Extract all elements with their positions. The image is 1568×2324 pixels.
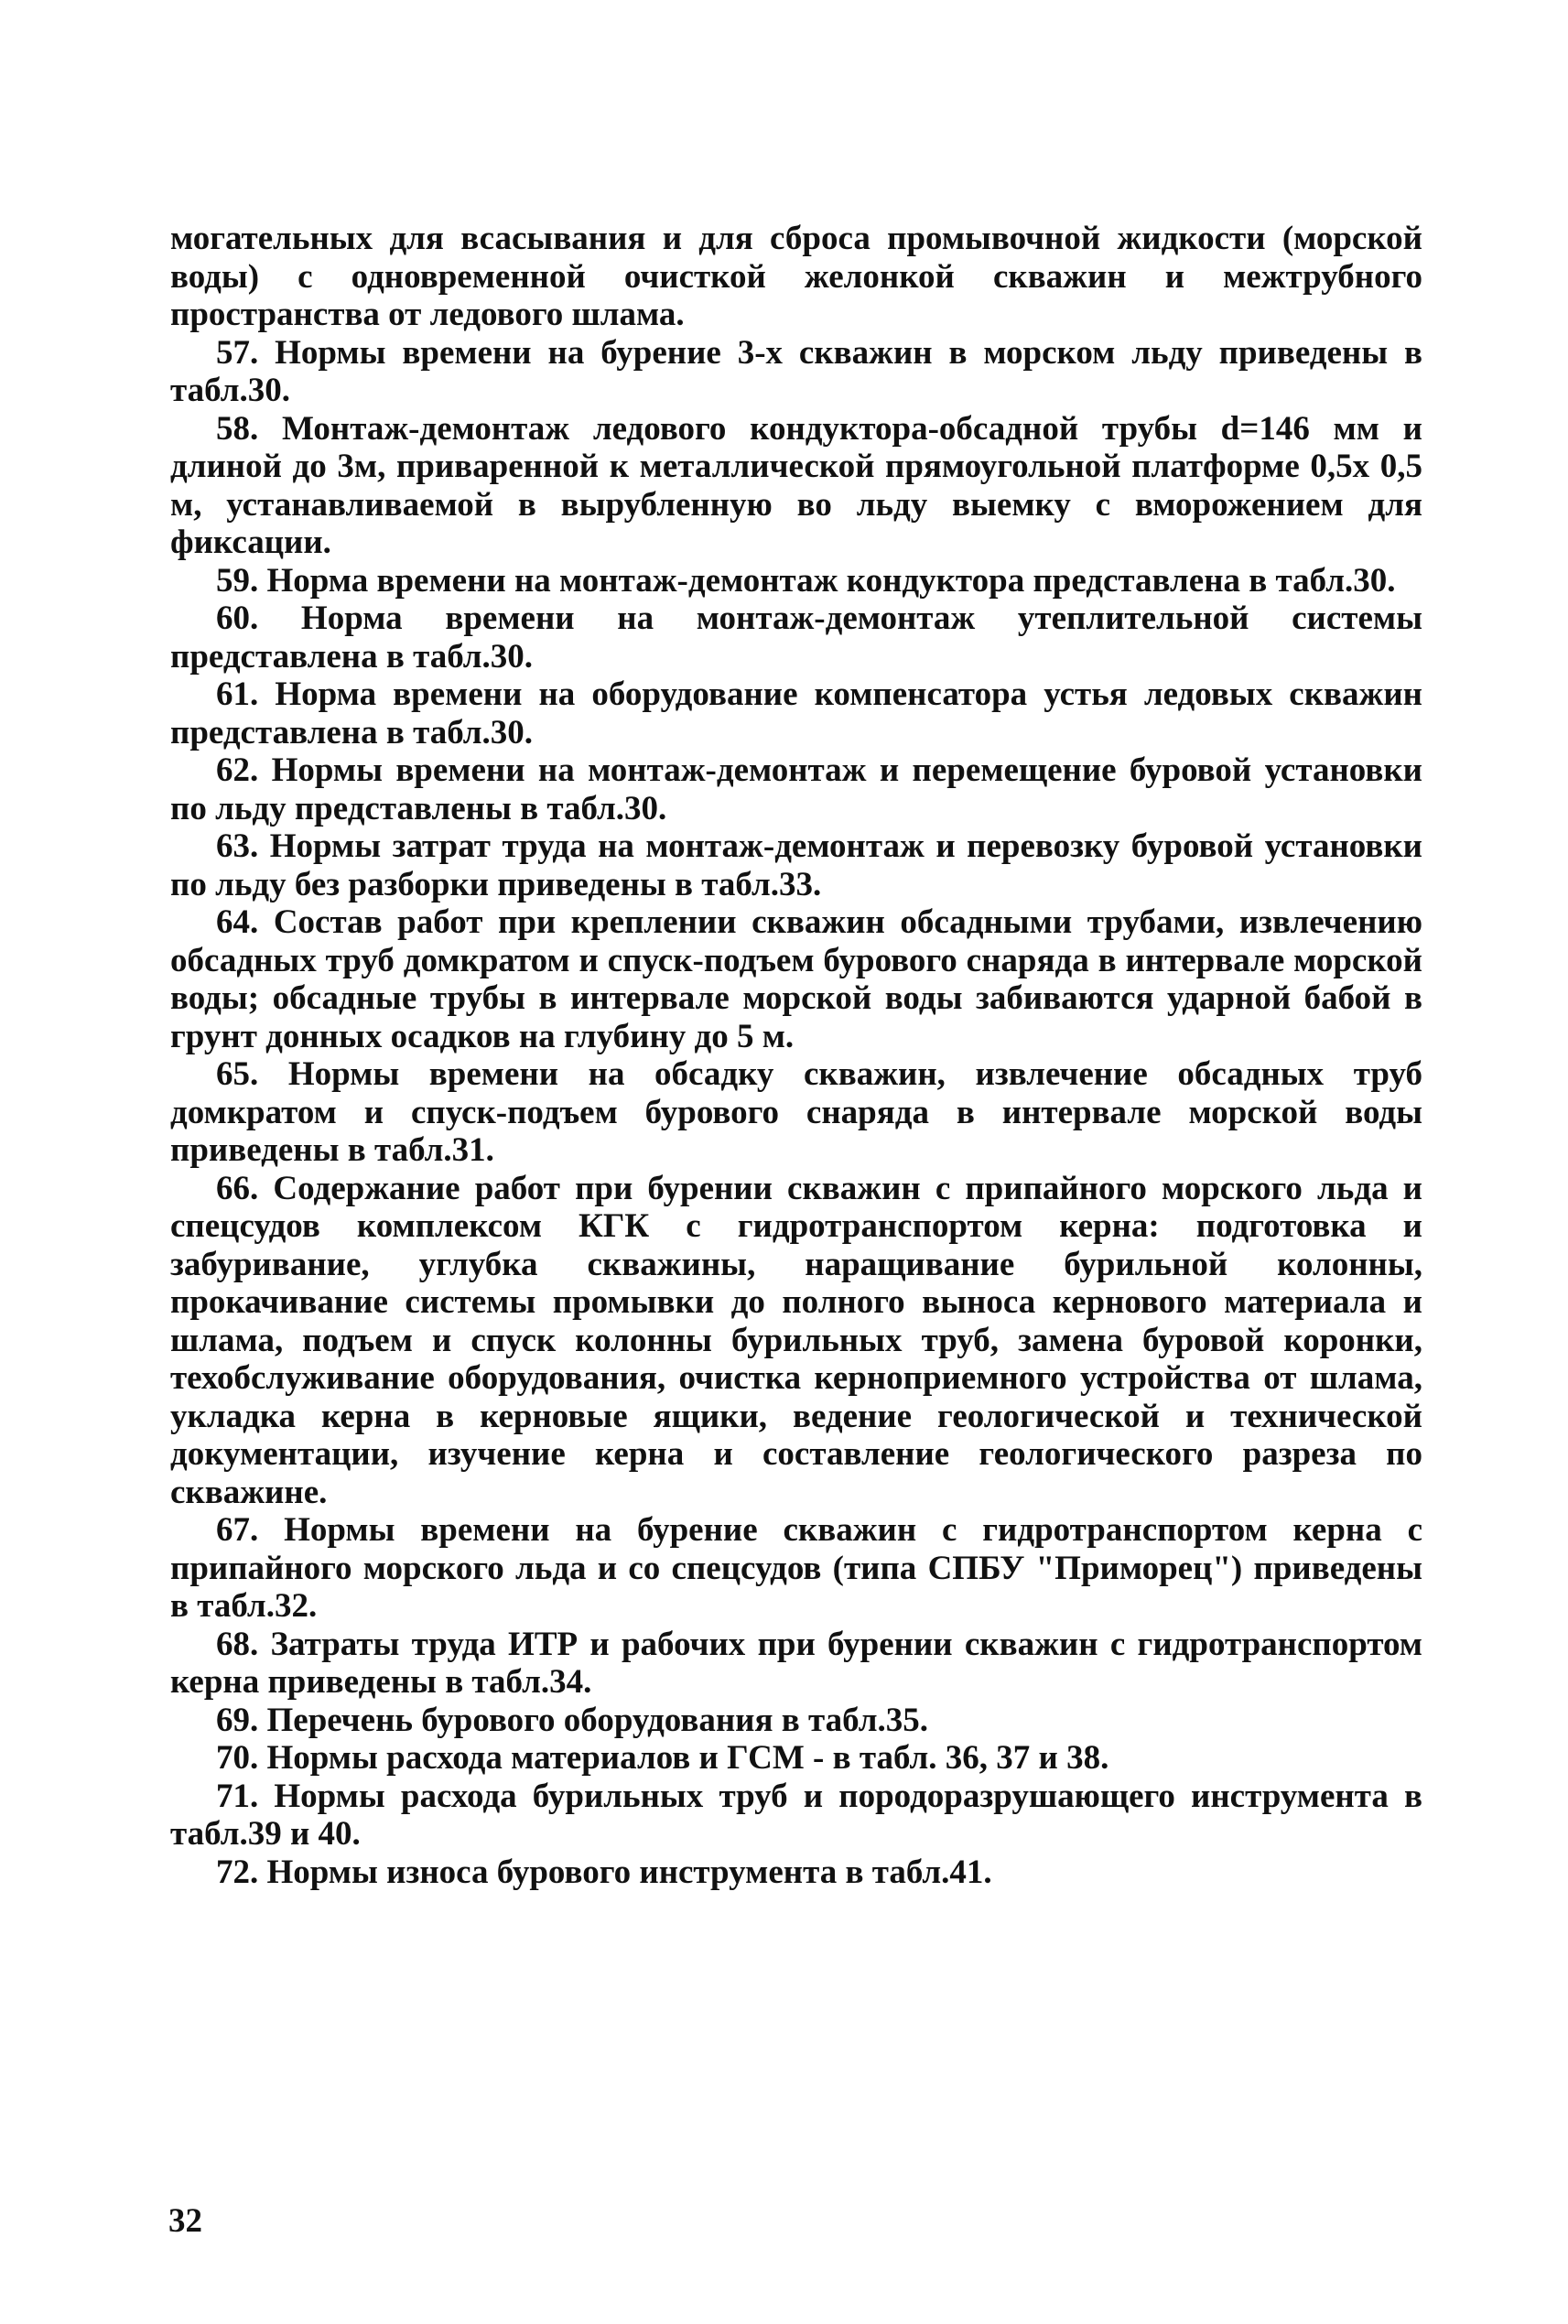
paragraph-71: 71. Нормы расхода бурильных труб и породоразрушающего инструмента в табл.39 и 40. bbox=[170, 1777, 1422, 1853]
page-number: 32 bbox=[168, 2202, 202, 2240]
body-text bbox=[170, 220, 1422, 1891]
paragraph-66: 66. Содержание работ при бурении скважин с припайного морского льда и спецсудов комплексом КГК с гидротранспортом керна: подготовка и забуривание, углубка скважины, наращивание бурильной колонны, прокачивание системы промывки до полного выноса кернового материала и шлама, подъем и спуск колонны бурильных труб, замена буровой коронки, техобслуживание оборудования, очистка керноприемного устройства от шлама, укладка керна в керновые ящики, ведение геологической и технической документации, изучение керна и составление геологического разреза по скважине. bbox=[170, 1169, 1422, 1511]
paragraph-57: 57. Нормы времени на бурение 3-х скважин в морском льду приведены в табл.30. bbox=[170, 333, 1422, 409]
paragraph-68: 68. Затраты труда ИТР и рабочих при бурении скважин с гидротранспортом керна приведены в табл.34. bbox=[170, 1625, 1422, 1701]
paragraph-61: 61. Норма времени на оборудование компенсатора устья ледовых скважин представлена в табл.30. bbox=[170, 676, 1422, 751]
paragraph-58: 58. Монтаж-демонтаж ледового кондуктора-обсадной трубы d=146 мм и длиной до 3м, приваренной к металлической прямоугольной платформе 0,5х 0,5 м, устанавливаемой в вырубленную во льду выемку с вморожением для фиксации. bbox=[170, 409, 1422, 561]
paragraph-63: 63. Нормы затрат труда на монтаж-демонтаж и перевозку буровой установки по льду без разборки приведены в табл.33. bbox=[170, 827, 1422, 903]
paragraph-67: 67. Нормы времени на бурение скважин с гидротранспортом керна с припайного морского льда и со спецсудов (типа СПБУ "Приморец") приведены в табл.32. bbox=[170, 1511, 1422, 1625]
paragraph-69: 69. Перечень бурового оборудования в табл.35. bbox=[216, 1701, 928, 1739]
paragraph-64: 64. Состав работ при креплении скважин обсадными трубами, извлечению обсадных труб домкратом и спуск-подъем бурового снаряда в интервале морской воды; обсадные трубы в интервале морской воды забиваются ударной бабой в грунт донных осадков на глубину до 5 м. bbox=[170, 903, 1422, 1055]
paragraph-65: 65. Нормы времени на обсадку скважин, извлечение обсадных труб домкратом и спуск-подъем бурового снаряда в интервале морской воды приведены в табл.31. bbox=[170, 1055, 1422, 1169]
paragraph-62: 62. Нормы времени на монтаж-демонтаж и перемещение буровой установки по льду представлены в табл.30. bbox=[170, 751, 1422, 827]
paragraph-59: 59. Норма времени на монтаж-демонтаж кондуктора представлена в табл.30. bbox=[216, 561, 1396, 600]
paragraph-continuation: могательных для всасывания и для сброса промывочной жидкости (морской воды) с одновременной очисткой желонкой скважин и межтрубного пространства от ледового шлама. bbox=[170, 220, 1422, 333]
paragraph-72: 72. Нормы износа бурового инструмента в табл.41. bbox=[216, 1853, 992, 1891]
paragraph-60: 60. Норма времени на монтаж-демонтаж утеплительной системы представлена в табл.30. bbox=[170, 600, 1422, 676]
paragraph-70: 70. Нормы расхода материалов и ГСМ - в табл. 36, 37 и 38. bbox=[216, 1739, 1109, 1777]
